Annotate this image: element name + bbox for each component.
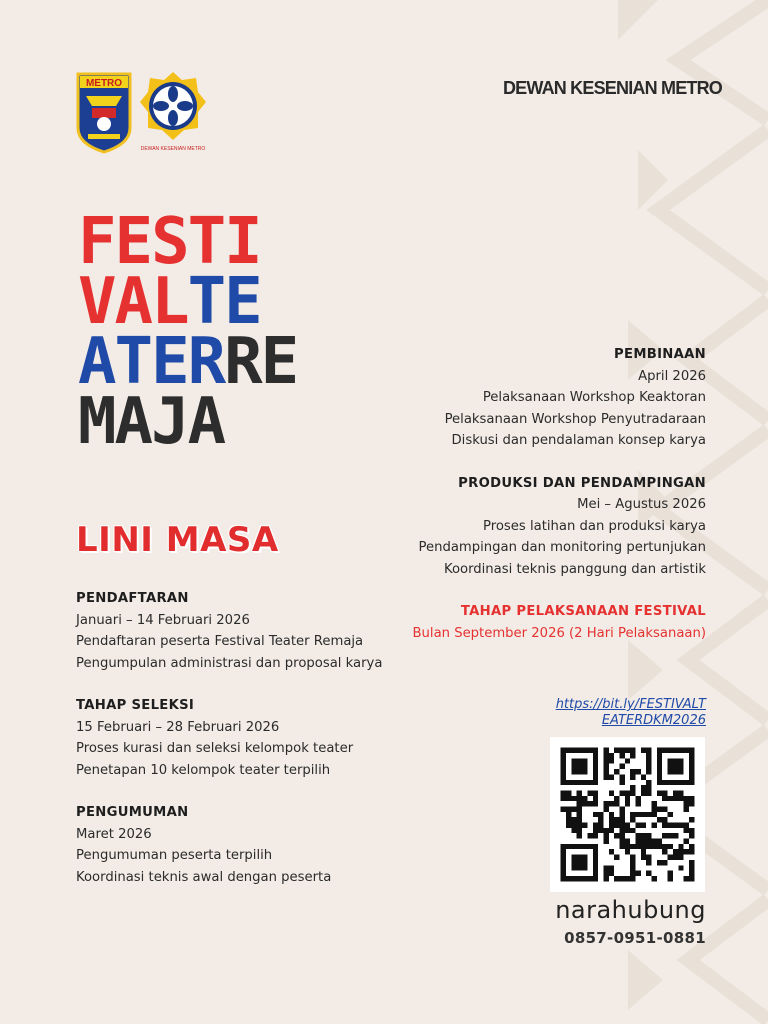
section-line: Pendampingan dan monitoring pertunjukan [418, 540, 706, 555]
section-line: 15 Februari – 28 Februari 2026 [76, 719, 280, 735]
link-line-1[interactable]: https://bit.ly/FESTIVALT [555, 697, 706, 712]
section-heading: PRODUKSI DAN PENDAMPINGAN [458, 475, 706, 491]
section-line: Maret 2026 [76, 826, 152, 842]
section-heading: TAHAP SELEKSI [76, 698, 195, 713]
section-line: Mei – Agustus 2026 [577, 497, 706, 512]
timeline-right-column [366, 344, 706, 665]
timeline-section-production [366, 473, 706, 581]
qr-code-icon [550, 737, 705, 892]
section-line: Pengumpulan administrasi dan proposal karya [76, 655, 383, 671]
city-crest-icon [76, 72, 132, 154]
emblem-text: DEWAN KESENIAN METRO [140, 146, 206, 152]
section-line: Pendaftaran peserta Festival Teater Remaja [76, 634, 364, 649]
section-line: Koordinasi teknis awal dengan peserta [76, 869, 332, 885]
section-heading: PENDAFTARAN [76, 591, 189, 606]
contact-phone[interactable]: 0857-0951-0881 [564, 929, 706, 947]
section-line: Pengumuman peserta terpilih [76, 848, 273, 863]
section-line: Proses kurasi dan seleksi kelompok teater [76, 741, 354, 756]
section-line: Proses latihan dan produksi karya [483, 518, 706, 534]
section-line: Penetapan 10 kelompok teater terpilih [76, 762, 331, 778]
link-line-2[interactable]: EATERDKM2026 [601, 713, 706, 728]
title-line-2b: TE [187, 265, 261, 339]
organization-name: DEWAN KESENIAN METRO [502, 78, 722, 98]
title-line-3b: RE [224, 325, 298, 399]
section-heading: PEMBINAAN [614, 347, 706, 362]
title-line-4: MAJA [78, 385, 225, 459]
crest-text: METRO [85, 78, 123, 89]
flower-emblem-icon [138, 70, 208, 154]
section-heading: PENGUMUMAN [76, 805, 189, 820]
section-line: Bulan September 2026 (2 Hari Pelaksanaan) [412, 625, 706, 641]
timeline-section-festival [366, 601, 706, 644]
section-line: Koordinasi teknis panggung dan artistik [443, 561, 706, 577]
timeline-section-selection [76, 695, 416, 781]
title-line-2a: VAL [78, 265, 188, 339]
festival-title [78, 205, 298, 459]
section-line: Pelaksanaan Workshop Keaktoran [482, 390, 706, 405]
section-line: April 2026 [638, 368, 706, 384]
contact-label: narahubung [555, 896, 706, 924]
timeline-section-coaching [366, 344, 706, 452]
timeline-section-announcement [76, 802, 416, 888]
timeline-left-column [76, 588, 416, 909]
title-line-3a: ATER [78, 325, 225, 399]
section-heading: TAHAP PELAKSANAAN FESTIVAL [460, 604, 706, 619]
timeline-section-registration [76, 588, 416, 674]
section-line: Januari – 14 Februari 2026 [76, 612, 250, 628]
title-line-1: FESTI [78, 205, 261, 279]
section-line: Pelaksanaan Workshop Penyutradaraan [444, 411, 706, 427]
section-line: Diskusi dan pendalaman konsep karya [451, 433, 706, 448]
timeline-heading: LINI MASA [76, 520, 279, 560]
registration-link[interactable] [516, 697, 706, 729]
